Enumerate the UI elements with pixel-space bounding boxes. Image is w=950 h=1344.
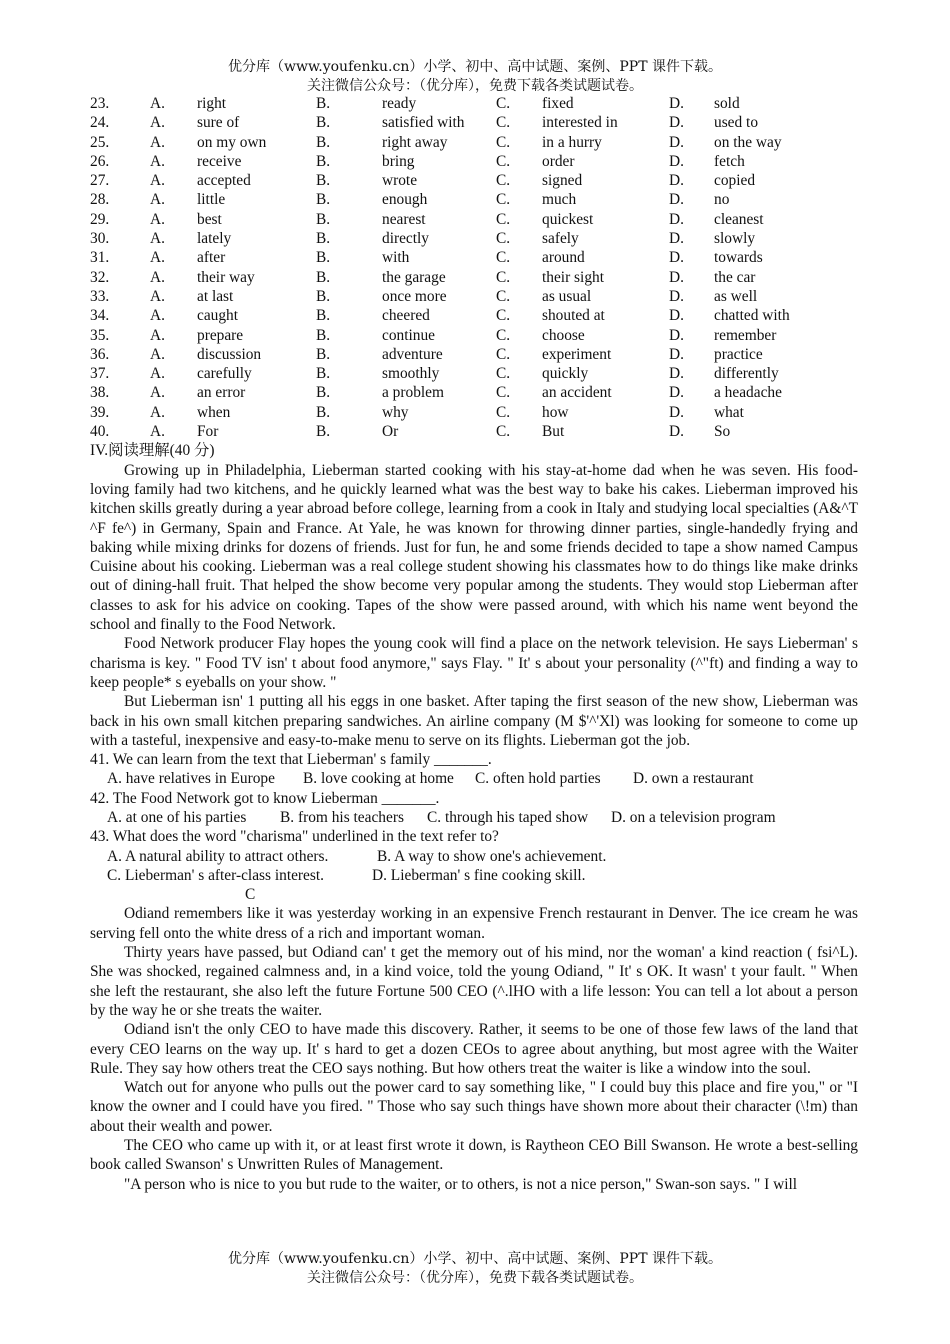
option-letter-c: C. — [496, 307, 511, 325]
option-a: A. have relatives in Europe — [107, 770, 275, 788]
option-a-text: an error — [197, 384, 246, 402]
option-b-text: adventure — [382, 345, 443, 363]
passage-b-paragraph: Growing up in Philadelphia, Lieberman started cooking with his stay-at-home dad when he was seven. His food-loving family had two kitchens, and he quickly learned what was the best way to bake his cakes. Lieberman improved his kitchen skills greatly during a year abroad before college, learning from a cook in Italy and studying local specialties (A&^T ^F fe^) in Germany, Spain and France. At Yale, he was known for throwing dinner parties, single-handedly frying and baking while mixing drinks for dozens of friends. Just for fun, he and some friends decided to tape a show named Campus Cuisine about his cooking. Lieberman was a real college student showing his classmates how to do things like make drinks out of dining-hall fruit. That helped the show become very popular among the students. They would stop Lieberman after classes to ask for his advice on cooking. Tapes of the show were passed around, with which his name went beyond the school and finally to the Food Network. — [90, 461, 858, 634]
question-number: 24. — [90, 114, 110, 132]
cloze-row — [90, 190, 858, 209]
option-d-text: copied — [714, 172, 756, 190]
option-letter-d: D. — [669, 345, 684, 363]
question-number: 28. — [90, 191, 110, 209]
question-42 — [90, 789, 858, 828]
option-letter-c: C. — [496, 365, 511, 383]
option-b: B. love cooking at home — [303, 770, 454, 788]
question-number: 34. — [90, 307, 110, 325]
option-letter-b: B. — [316, 210, 331, 228]
question-number: 29. — [90, 210, 110, 228]
option-letter-c: C. — [496, 172, 511, 190]
option-d: D. own a restaurant — [633, 770, 754, 788]
option-letter-a: A. — [150, 114, 165, 132]
option-letter-c: C. — [496, 210, 511, 228]
question-number: 35. — [90, 326, 110, 344]
passage-c-paragraph: Thirty years have passed, but Odiand can' t get the memory out of his mind, nor the woman' a kind reaction ( fsi^L). She was shocked, regained calmness and, in a kind voice, told the young Odiand, " It' s OK. It wasn' t your fault. " When she left the restaurant, she also left the future Fortune 500 CEO (^.lHO with a life lesson: You can tell a lot about a person by the way he or she treats the waiter. — [90, 944, 858, 1019]
cloze-row — [90, 268, 858, 287]
question-number: 25. — [90, 133, 110, 151]
option-letter-c: C. — [496, 268, 511, 286]
question-options — [90, 808, 858, 827]
option-a-text: lately — [197, 230, 232, 248]
option-letter-b: B. — [316, 384, 331, 402]
option-c-text: as usual — [542, 287, 592, 305]
option-d-text: towards — [714, 249, 763, 267]
option-a-text: accepted — [197, 172, 251, 190]
option-b-text: directly — [382, 230, 430, 248]
cloze-options-table — [90, 94, 858, 441]
option-c-text: around — [542, 249, 585, 267]
option-c-text: choose — [542, 326, 585, 344]
option-letter-b: B. — [316, 133, 331, 151]
option-a-text: after — [197, 249, 226, 267]
question-number: 36. — [90, 345, 110, 363]
page-header — [0, 58, 950, 96]
option-a-text: sure of — [197, 114, 240, 132]
cloze-row — [90, 403, 858, 422]
option-letter-a: A. — [150, 403, 165, 421]
option-c-text: interested in — [542, 114, 618, 132]
option-a-text: For — [197, 423, 219, 441]
option-letter-c: C. — [496, 423, 511, 441]
option-letter-b: B. — [316, 345, 331, 363]
section-title: IV.阅读理解(40 分) — [90, 442, 215, 460]
question-number: 30. — [90, 230, 110, 248]
option-c-text: experiment — [542, 345, 612, 363]
option-a: A. at one of his parties — [107, 808, 247, 826]
option-c: C. through his taped show — [427, 808, 589, 826]
option-c-text: safely — [542, 230, 579, 248]
option-a-text: when — [197, 403, 231, 421]
option-letter-d: D. — [669, 249, 684, 267]
option-letter-c: C. — [496, 191, 511, 209]
option-letter-c: C. — [496, 326, 511, 344]
option-letter-a: A. — [150, 230, 165, 248]
option-d-text: what — [714, 403, 744, 421]
option-letter-a: A. — [150, 423, 165, 441]
option-a-text: caught — [197, 307, 239, 325]
passage-c-paragraph: "A person who is nice to you but rude to the waiter, or to others, is not a nice person," Swan-son says. " I will — [124, 1175, 798, 1193]
option-c-text: how — [542, 403, 569, 421]
option-b-text: with — [382, 249, 410, 267]
option-b-text: the garage — [382, 268, 446, 286]
option-d: D. on a television program — [611, 808, 776, 826]
option-letter-d: D. — [669, 326, 684, 344]
passage-b-paragraph: Food Network producer Flay hopes the young cook will find a place on the network television. He says Lieberman' s charisma is key. " Food TV isn' t about food anymore," says Flay. " It' s about your personality (^"ft) and finding a way to keep people* s eyeballs on your show. " — [90, 635, 858, 691]
option-a-text: right — [197, 95, 227, 112]
option-letter-d: D. — [669, 95, 684, 112]
question-options — [90, 866, 858, 885]
option-letter-a: A. — [150, 287, 165, 305]
option-letter-d: D. — [669, 365, 684, 383]
option-a: A. A natural ability to attract others. — [107, 847, 329, 865]
option-d-text: cleanest — [714, 210, 764, 228]
question-stem: 41. We can learn from the text that Lieberman' s family _______. — [90, 751, 492, 769]
option-letter-b: B. — [316, 249, 331, 267]
option-letter-a: A. — [150, 384, 165, 402]
cloze-row — [90, 326, 858, 345]
option-c-text: quickest — [542, 210, 594, 228]
option-letter-b: B. — [316, 307, 331, 325]
option-b-text: why — [382, 403, 409, 421]
option-d-text: a headache — [714, 384, 782, 402]
option-a-text: best — [197, 210, 222, 228]
option-b-text: once more — [382, 287, 447, 305]
option-c-text: in a hurry — [542, 133, 602, 151]
question-43 — [90, 827, 858, 885]
option-d-text: the car — [714, 268, 756, 286]
option-d: D. Lieberman' s fine cooking skill. — [372, 866, 586, 884]
cloze-row — [90, 287, 858, 306]
option-b: B. A way to show one's achievement. — [377, 847, 607, 865]
passage-b — [90, 461, 858, 750]
option-letter-d: D. — [669, 152, 684, 170]
option-d-text: fetch — [714, 152, 745, 170]
option-letter-c: C. — [496, 133, 511, 151]
question-number: 40. — [90, 423, 110, 441]
cloze-row — [90, 248, 858, 267]
option-letter-b: B. — [316, 365, 331, 383]
option-c-text: an accident — [542, 384, 612, 402]
cloze-row — [90, 210, 858, 229]
option-letter-a: A. — [150, 95, 165, 112]
option-c: C. often hold parties — [475, 770, 601, 788]
option-c-text: But — [542, 423, 565, 441]
option-d-text: remember — [714, 326, 777, 344]
option-b-text: wrote — [382, 172, 418, 190]
option-c-text: fixed — [542, 95, 574, 112]
option-b-text: smoothly — [382, 365, 440, 383]
question-stem: 43. What does the word "charisma" underlined in the text refer to? — [90, 828, 499, 846]
option-a-text: little — [197, 191, 226, 209]
option-b-text: nearest — [382, 210, 426, 228]
option-b-text: enough — [382, 191, 428, 209]
option-b-text: a problem — [382, 384, 444, 402]
option-letter-d: D. — [669, 384, 684, 402]
option-letter-b: B. — [316, 152, 331, 170]
option-b: B. from his teachers — [280, 808, 404, 826]
option-d-text: as well — [714, 287, 758, 305]
question-number: 31. — [90, 249, 110, 267]
option-letter-d: D. — [669, 133, 684, 151]
cloze-row — [90, 94, 858, 113]
option-a-text: carefully — [197, 365, 252, 383]
header-line-1: 优分库（www.youfenku.cn）小学、初中、高中试题、案例、PPT 课件下载。 — [227, 59, 722, 75]
option-letter-a: A. — [150, 152, 165, 170]
option-letter-c: C. — [496, 114, 511, 132]
passage-c-paragraph: The CEO who came up with it, or at least first wrote it down, is Raytheon CEO Bill Swanson. He wrote a best-selling book called Swanson' s Unwritten Rules of Management. — [90, 1137, 858, 1174]
option-letter-a: A. — [150, 249, 165, 267]
option-letter-a: A. — [150, 172, 165, 190]
option-d-text: used to — [714, 114, 759, 132]
question-number: 33. — [90, 287, 110, 305]
question-number: 39. — [90, 403, 110, 421]
cloze-row — [90, 364, 858, 383]
option-d-text: sold — [714, 95, 740, 112]
option-b-text: bring — [382, 152, 415, 170]
option-letter-d: D. — [669, 268, 684, 286]
cloze-row — [90, 422, 858, 441]
option-letter-d: D. — [669, 114, 684, 132]
option-letter-b: B. — [316, 287, 331, 305]
option-d-text: differently — [714, 365, 779, 383]
option-letter-c: C. — [496, 95, 511, 112]
question-options — [90, 769, 858, 788]
question-options — [90, 847, 858, 866]
option-d-text: practice — [714, 345, 763, 363]
footer-line-1: 优分库（www.youfenku.cn）小学、初中、高中试题、案例、PPT 课件下载。 — [227, 1251, 722, 1267]
option-c-text: order — [542, 152, 575, 170]
option-b-text: right away — [382, 133, 448, 151]
exam-content — [90, 94, 858, 1194]
option-letter-a: A. — [150, 133, 165, 151]
question-number: 32. — [90, 268, 110, 286]
option-c-text: quickly — [542, 365, 589, 383]
cloze-row — [90, 345, 858, 364]
option-b-text: Or — [382, 423, 399, 441]
cloze-row — [90, 171, 858, 190]
option-c-text: shouted at — [542, 307, 605, 325]
cloze-row — [90, 133, 858, 152]
option-letter-a: A. — [150, 268, 165, 286]
question-stem: 42. The Food Network got to know Lieberman _______. — [90, 789, 440, 807]
option-letter-d: D. — [669, 230, 684, 248]
option-letter-c: C. — [496, 403, 511, 421]
passage-c-paragraph: Watch out for anyone who pulls out the power card to say something like, " I could buy this place and fire you," or "I know the owner and I could have you fired. " Those who say such things have shown more about their character (\!m) than about their wealth and power. — [90, 1079, 858, 1135]
question-number: 23. — [90, 95, 110, 112]
cloze-row — [90, 152, 858, 171]
option-letter-d: D. — [669, 172, 684, 190]
option-a-text: prepare — [197, 326, 244, 344]
option-letter-c: C. — [496, 384, 511, 402]
option-a-text: their way — [197, 268, 255, 286]
cloze-row — [90, 306, 858, 325]
page-footer — [0, 1250, 950, 1288]
option-letter-b: B. — [316, 326, 331, 344]
option-a-text: receive — [197, 152, 242, 170]
option-letter-d: D. — [669, 307, 684, 325]
option-letter-a: A. — [150, 210, 165, 228]
option-letter-b: B. — [316, 230, 331, 248]
option-d-text: chatted with — [714, 307, 790, 325]
option-c: C. Lieberman' s after-class interest. — [107, 866, 324, 884]
option-letter-c: C. — [496, 287, 511, 305]
option-d-text: slowly — [714, 230, 756, 248]
option-b-text: satisfied with — [382, 114, 465, 132]
option-letter-d: D. — [669, 423, 684, 441]
option-letter-c: C. — [496, 249, 511, 267]
option-letter-a: A. — [150, 365, 165, 383]
option-letter-a: A. — [150, 191, 165, 209]
option-b-text: cheered — [382, 307, 430, 325]
option-a-text: discussion — [197, 345, 262, 363]
option-letter-d: D. — [669, 191, 684, 209]
option-d-text: on the way — [714, 133, 782, 151]
option-letter-b: B. — [316, 95, 331, 112]
cloze-row — [90, 229, 858, 248]
cloze-row — [90, 383, 858, 402]
option-b-text: continue — [382, 326, 435, 344]
option-letter-b: B. — [316, 423, 331, 441]
header-line-2: 关注微信公众号：（优分库），免费下载各类试题试卷。 — [307, 78, 643, 94]
option-a-text: on my own — [197, 133, 267, 151]
option-letter-b: B. — [316, 191, 331, 209]
option-c-text: their sight — [542, 268, 604, 286]
option-d-text: no — [714, 191, 730, 209]
section-c-label: C — [245, 886, 256, 904]
option-a-text: at last — [197, 287, 234, 305]
option-c-text: signed — [542, 172, 583, 190]
question-number: 38. — [90, 384, 110, 402]
option-letter-c: C. — [496, 152, 511, 170]
option-letter-c: C. — [496, 345, 511, 363]
option-letter-a: A. — [150, 307, 165, 325]
option-letter-d: D. — [669, 210, 684, 228]
option-letter-d: D. — [669, 287, 684, 305]
footer-line-2: 关注微信公众号：（优分库），免费下载各类试题试卷。 — [307, 1270, 643, 1286]
passage-c-paragraph: Odiand remembers like it was yesterday working in an expensive French restaurant in Denver. The ice cream he was serving fell onto the white dress of a rich and important woman. — [90, 905, 858, 942]
option-letter-a: A. — [150, 326, 165, 344]
option-d-text: So — [714, 423, 731, 441]
option-letter-d: D. — [669, 403, 684, 421]
passage-b-paragraph: But Lieberman isn' 1 putting all his eggs in one basket. After taping the first season of the new show, Lieberman was back in his own small kitchen preparing sandwiches. An airline company (M $'^'Xl) was looking for someone to come up with a tasteful, inexpensive and easy-to-make menu to serve on its flights. Lieberman got the job. — [90, 693, 858, 749]
option-letter-b: B. — [316, 268, 331, 286]
option-letter-b: B. — [316, 172, 331, 190]
option-letter-b: B. — [316, 114, 331, 132]
question-number: 37. — [90, 365, 110, 383]
passage-c-paragraph: Odiand isn't the only CEO to have made this discovery. Rather, it seems to be one of those few laws of the land that every CEO learns on the way up. It' s hard to get a dozen CEOs to agree about anything, but most agree with the Waiter Rule. They say how others treat the CEO says nothing. But how others treat the waiter is like a window into the soul. — [90, 1021, 858, 1077]
option-letter-c: C. — [496, 230, 511, 248]
passage-c — [90, 904, 858, 1193]
question-number: 27. — [90, 172, 110, 190]
question-number: 26. — [90, 152, 110, 170]
option-c-text: much — [542, 191, 577, 209]
option-letter-a: A. — [150, 345, 165, 363]
cloze-row — [90, 113, 858, 132]
option-letter-b: B. — [316, 403, 331, 421]
question-41 — [90, 750, 858, 789]
option-b-text: ready — [382, 95, 417, 112]
